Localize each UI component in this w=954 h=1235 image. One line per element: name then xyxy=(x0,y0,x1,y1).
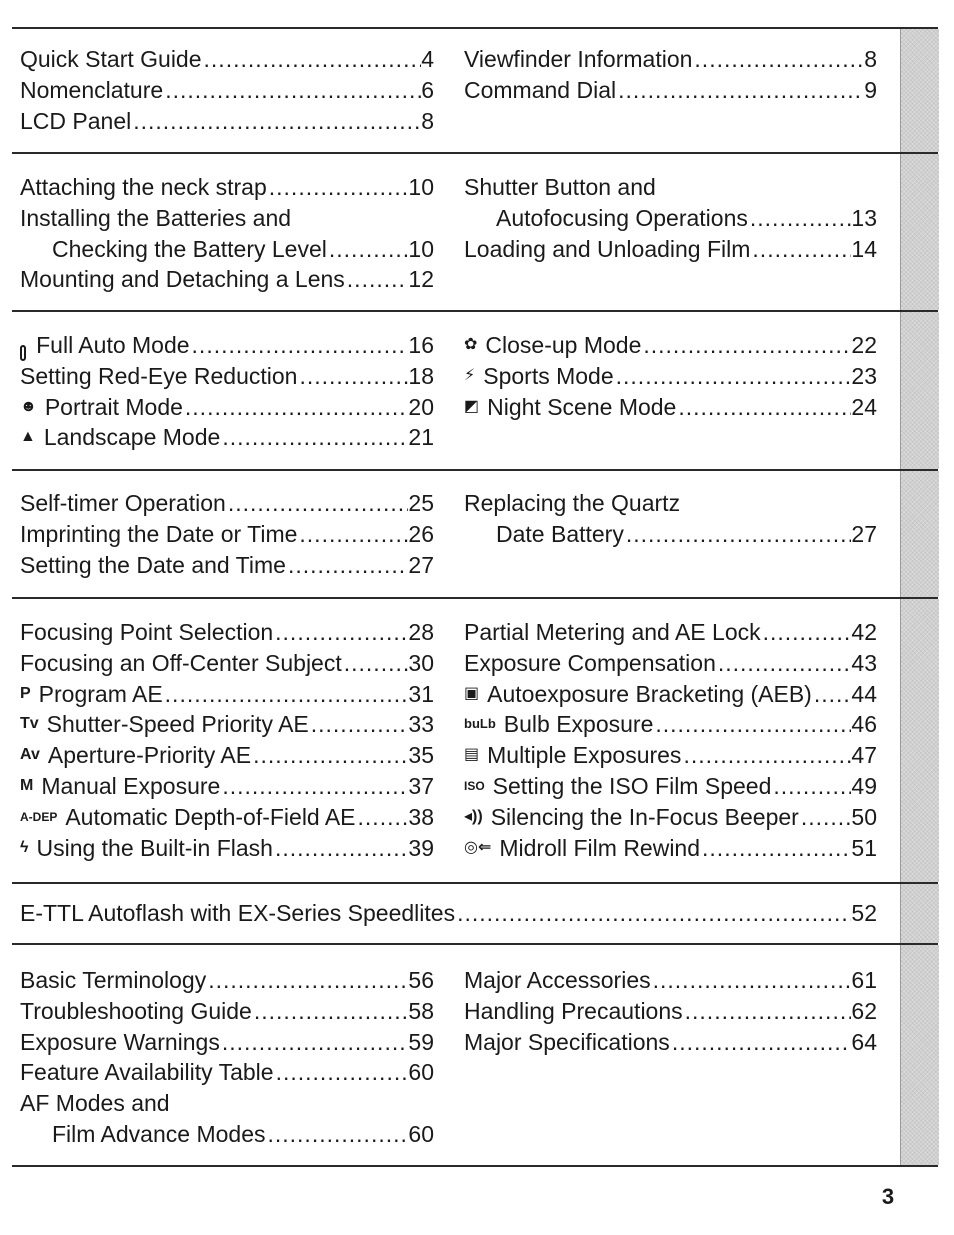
toc-entry[interactable]: LCD Panel ..... 8 xyxy=(20,106,434,137)
toc-entry[interactable]: Loading and Unloading Film ..... 14 xyxy=(464,234,877,265)
rewind-icon: ◎⇐ xyxy=(464,838,492,856)
toc-entry[interactable]: Partial Metering and AE Lock ..... 42 xyxy=(464,617,877,648)
toc-entry[interactable]: ◩ Night Scene Mode ..... 24 xyxy=(464,392,877,423)
sports-icon: ⚡ xyxy=(464,366,476,384)
toc-entry[interactable]: Major Specifications ..... 64 xyxy=(464,1027,877,1058)
section-divider xyxy=(12,943,938,945)
iso-icon: ISO xyxy=(464,778,485,793)
toc-entry[interactable]: Full Auto Mode ..... 16 xyxy=(20,330,434,361)
close-up-icon: ✿ xyxy=(464,336,478,353)
toc-entry[interactable]: ◂)) Silencing the In-Focus Beeper ..... 50 xyxy=(464,802,877,833)
tv-mode-icon: Tv xyxy=(20,715,39,733)
toc-entry[interactable]: ϟ Using the Built-in Flash ..... 39 xyxy=(20,833,434,864)
index-tab[interactable] xyxy=(900,312,939,469)
toc-column-right xyxy=(464,172,877,264)
toc-column-full xyxy=(20,898,877,929)
index-tab[interactable] xyxy=(900,29,939,152)
toc-entry[interactable]: Film Advance Modes ..... 60 xyxy=(20,1119,434,1150)
toc-entry[interactable]: Attaching the neck strap ..... 10 xyxy=(20,172,434,203)
toc-entry[interactable]: Command Dial ..... 9 xyxy=(464,75,877,106)
toc-column-right xyxy=(464,330,877,422)
toc-column-right xyxy=(464,44,877,106)
av-mode-icon: Av xyxy=(20,746,40,764)
toc-entry-heading: Replacing the Quartz xyxy=(464,490,681,516)
index-tab[interactable] xyxy=(900,884,939,943)
toc-entry[interactable]: Autofocusing Operations ..... 13 xyxy=(464,203,877,234)
toc-entry[interactable]: ☻ Portrait Mode ..... 20 xyxy=(20,392,434,423)
toc-entry[interactable]: Exposure Compensation ..... 43 xyxy=(464,648,877,679)
section-divider xyxy=(12,27,938,29)
toc-column-left xyxy=(20,617,434,863)
toc-column-right xyxy=(464,965,877,1057)
manual-mode-icon: M xyxy=(20,776,34,794)
toc-entry-heading: AF Modes and xyxy=(20,1090,170,1117)
toc-column-left xyxy=(20,488,434,580)
toc-entry[interactable]: ▤ Multiple Exposures ..... 47 xyxy=(464,740,877,771)
toc-entry[interactable]: Exposure Warnings ..... 59 xyxy=(20,1027,434,1058)
program-ae-icon: P xyxy=(20,684,31,702)
a-dep-icon: A-DEP xyxy=(20,809,58,824)
section-divider xyxy=(12,597,938,599)
toc-entry[interactable]: Self-timer Operation ..... 25 xyxy=(20,488,434,519)
bulb-icon: buLb xyxy=(464,716,496,732)
toc-entry[interactable]: Date Battery ..... 27 xyxy=(464,519,877,550)
toc-entry-heading: Installing the Batteries and xyxy=(20,204,292,231)
portrait-icon: ☻ xyxy=(20,397,37,415)
toc-entry[interactable]: Viewfinder Information ..... 8 xyxy=(464,44,877,75)
toc-entry[interactable]: Imprinting the Date or Time ..... 26 xyxy=(20,519,434,550)
toc-column-left xyxy=(20,330,434,453)
toc-column-left xyxy=(20,172,434,295)
toc-entry[interactable]: Focusing Point Selection ..... 28 xyxy=(20,617,434,648)
toc-entry[interactable]: Setting Red-Eye Reduction ..... 18 xyxy=(20,361,434,392)
toc-entry[interactable]: Focusing an Off-Center Subject ..... 30 xyxy=(20,648,434,679)
index-tab[interactable] xyxy=(900,471,939,597)
section-divider xyxy=(12,882,938,884)
toc-column-left xyxy=(20,965,434,1150)
multiple-exposure-icon: ▤ xyxy=(464,746,480,764)
toc-entry[interactable]: A-DEP Automatic Depth-of-Field AE ..... 38 xyxy=(20,802,434,833)
toc-entry[interactable]: ISO Setting the ISO Film Speed ..... 49 xyxy=(464,771,877,802)
toc-entry[interactable]: Quick Start Guide ..... 4 xyxy=(20,44,434,75)
toc-entry[interactable]: Mounting and Detaching a Lens ..... 12 xyxy=(20,264,434,295)
toc-entry[interactable]: Feature Availability Table ..... 60 xyxy=(20,1057,434,1088)
index-tab[interactable] xyxy=(900,154,939,310)
section-divider xyxy=(12,310,938,312)
index-tab[interactable] xyxy=(900,945,939,1165)
landscape-icon: ▲ xyxy=(20,428,36,446)
index-tab[interactable] xyxy=(900,599,939,882)
toc-entry-heading: Shutter Button and xyxy=(464,174,656,200)
page-number: 3 xyxy=(881,1184,895,1209)
flash-icon: ϟ xyxy=(20,838,29,856)
toc-column-right xyxy=(464,617,877,863)
night-scene-icon: ◩ xyxy=(464,397,480,415)
toc-entry[interactable]: ▣ Autoexposure Bracketing (AEB) ..... 44 xyxy=(464,679,877,710)
toc-entry[interactable]: M Manual Exposure ..... 37 xyxy=(20,771,434,802)
toc-entry[interactable]: Setting the Date and Time ..... 27 xyxy=(20,550,434,581)
toc-entry[interactable]: Tv Shutter-Speed Priority AE ..... 33 xyxy=(20,709,434,740)
toc-entry[interactable]: ◎⇐ Midroll Film Rewind ..... 51 xyxy=(464,833,877,864)
toc-entry[interactable]: Av Aperture-Priority AE ..... 35 xyxy=(20,740,434,771)
toc-entry[interactable]: Handling Precautions ..... 62 xyxy=(464,996,877,1027)
toc-entry[interactable]: P Program AE ..... 31 xyxy=(20,679,434,710)
toc-entry[interactable]: buLb Bulb Exposure ..... 46 xyxy=(464,709,877,740)
section-divider xyxy=(12,152,938,154)
toc-entry[interactable]: Major Accessories ..... 61 xyxy=(464,965,877,996)
toc-entry[interactable]: E-TTL Autoflash with EX-Series Speedlites ..... 52 xyxy=(20,898,877,929)
toc-entry[interactable]: Nomenclature ..... 6 xyxy=(20,75,434,106)
toc-entry[interactable]: ⚡ Sports Mode ..... 23 xyxy=(464,361,877,392)
toc-column-right xyxy=(464,488,877,550)
full-auto-icon xyxy=(20,345,26,361)
toc-entry[interactable]: Checking the Battery Level ..... 10 xyxy=(20,234,434,265)
section-divider xyxy=(12,1165,938,1167)
toc-entry[interactable]: Basic Terminology ..... 56 xyxy=(20,965,434,996)
beeper-icon: ◂)) xyxy=(464,807,483,825)
toc-entry[interactable]: ▲ Landscape Mode ..... 21 xyxy=(20,422,434,453)
toc-entry[interactable]: Troubleshooting Guide ..... 58 xyxy=(20,996,434,1027)
toc-entry[interactable]: ✿ Close-up Mode ..... 22 xyxy=(464,330,877,361)
aeb-icon: ▣ xyxy=(464,684,480,702)
toc-column-left xyxy=(20,44,434,136)
section-divider xyxy=(12,469,938,471)
